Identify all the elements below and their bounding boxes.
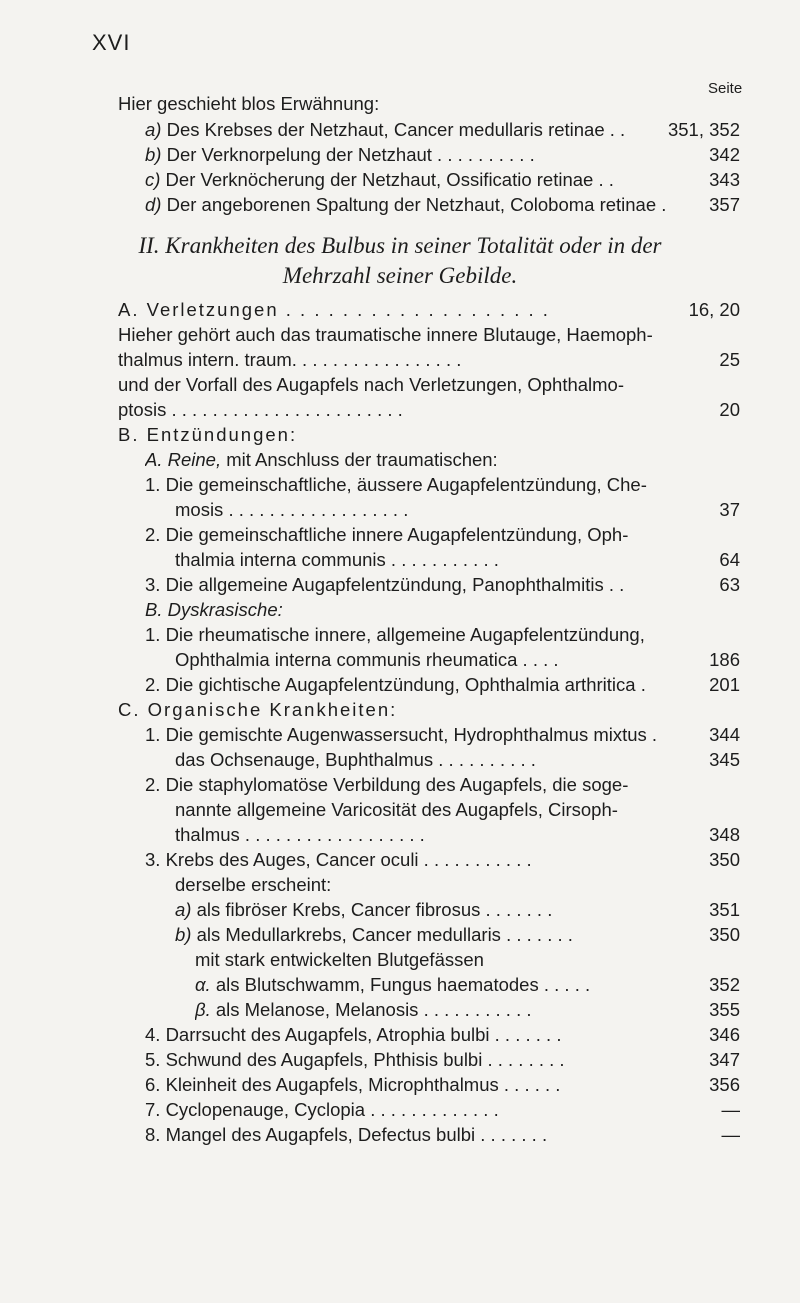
toc-line: 3. Die allgemeine Augapfelentzündung, Panophthalmitis . . 63 [145, 574, 740, 595]
seite-label: Seite [708, 80, 743, 97]
toc-line: d) Der angeborenen Spaltung der Netzhaut, Coloboma retinae . 357 [145, 194, 740, 215]
toc-line: C. Organische Krankheiten: [118, 699, 398, 720]
toc-line: b) als Medullarkrebs, Cancer medullaris . . . . . . . 350 [175, 924, 740, 945]
toc-line: thalmia interna communis . . . . . . . . . . . 64 [175, 549, 740, 570]
toc-line: und der Vorfall des Augapfels nach Verletzungen, Ophthalmo- [118, 374, 625, 395]
toc-line: β. als Melanose, Melanosis . . . . . . . . . . . 355 [195, 999, 740, 1020]
toc-line: nannte allgemeine Varicosität des Augapfels, Cirsoph- [175, 799, 618, 820]
toc-line: 1. Die rheumatische innere, allgemeine Augapfelentzündung, [145, 624, 645, 645]
toc-line: 7. Cyclopenauge, Cyclopia . . . . . . . . . . . . . — [145, 1099, 740, 1120]
toc-line: 1. Die gemeinschaftliche, äussere Augapfelentzündung, Che- [145, 474, 647, 495]
toc-line: 2. Die gemeinschaftliche innere Augapfelentzündung, Oph- [145, 524, 629, 545]
toc-line: B. Entzündungen: [118, 424, 298, 445]
toc-line: B. Dyskrasische: [145, 599, 283, 620]
section-title-line-2: Mehrzahl seiner Gebilde. [282, 263, 518, 288]
toc-line: 4. Darrsucht des Augapfels, Atrophia bulbi . . . . . . . 346 [145, 1024, 740, 1045]
toc-line: a) Des Krebses der Netzhaut, Cancer medullaris retinae . . 351, 352 [145, 119, 740, 140]
toc-line: 3. Krebs des Auges, Cancer oculi . . . . . . . . . . . 350 [145, 849, 740, 870]
toc-line: derselbe erscheint: [175, 874, 332, 895]
toc-line: mosis . . . . . . . . . . . . . . . . . . 37 [175, 499, 740, 520]
toc-line: Ophthalmia interna communis rheumatica . . . . 186 [175, 649, 740, 670]
toc-line: b) Der Verknorpelung der Netzhaut . . . . . . . . . . 342 [145, 144, 740, 165]
toc-line: 6. Kleinheit des Augapfels, Microphthalmus . . . . . . 356 [145, 1074, 740, 1095]
toc-line: ptosis . . . . . . . . . . . . . . . . . . . . . . . 20 [118, 399, 740, 420]
toc-line: a) als fibröser Krebs, Cancer fibrosus . . . . . . . 351 [175, 899, 740, 920]
toc-line: 1. Die gemischte Augenwassersucht, Hydrophthalmus mixtus . 344 [145, 724, 740, 745]
page-number: XVI [92, 30, 131, 55]
toc-line: thalmus intern. traum. . . . . . . . . . . . . . . . . 25 [118, 349, 740, 370]
toc-line: Hieher gehört auch das traumatische innere Blutauge, Haemoph- [118, 324, 653, 345]
toc-line: c) Der Verknöcherung der Netzhaut, Ossificatio retinae . . 343 [145, 169, 740, 190]
toc-line: mit stark entwickelten Blutgefässen [195, 949, 484, 970]
toc-line: 5. Schwund des Augapfels, Phthisis bulbi . . . . . . . . 347 [145, 1049, 740, 1070]
toc-line: thalmus . . . . . . . . . . . . . . . . . . 348 [175, 824, 740, 845]
toc-line: 8. Mangel des Augapfels, Defectus bulbi . . . . . . . — [145, 1124, 740, 1145]
toc-line: das Ochsenauge, Buphthalmus . . . . . . . . . . 345 [175, 749, 740, 770]
section-title-line-1: II. Krankheiten des Bulbus in seiner Totalität oder in der [138, 233, 662, 258]
toc-line: 2. Die gichtische Augapfelentzündung, Ophthalmia arthritica . 201 [145, 674, 740, 695]
toc-line: 2. Die staphylomatöse Verbildung des Augapfels, die soge- [145, 774, 629, 795]
toc-line: A. Verletzungen . . . . . . . . . . . . . . . . . . . 16, 20 [118, 299, 740, 320]
toc-line: Hier geschieht blos Erwähnung: [118, 93, 380, 114]
toc-line: A. Reine, mit Anschluss der traumatischen: [145, 449, 498, 470]
toc-line: α. als Blutschwamm, Fungus haematodes . . . . . 352 [195, 974, 740, 995]
